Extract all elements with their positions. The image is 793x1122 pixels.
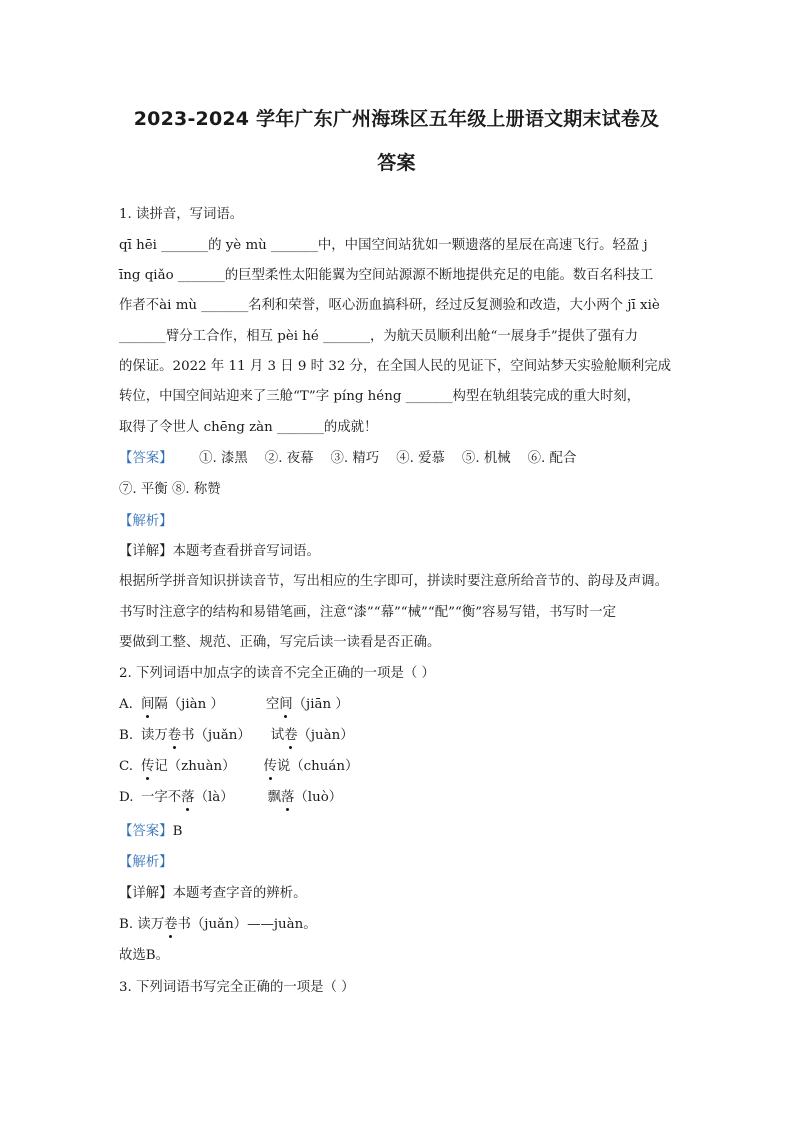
option-word-text: （jiān ） [292,697,349,712]
q2-detail [119,885,306,903]
q2-prompt: 2. 下列词语中加点字的读音不完全正确的一项是（ ） [119,666,435,681]
answer-label: 【答案】 [119,824,173,839]
q1-passage-line: 的保证。2022 年 11 月 3 日 9 时 32 分，在全国人民的见证下，空间站梦天实验舱顺利完成 [119,359,672,374]
option-word-text: 空 [265,697,280,712]
option-word-text: 一字不 [141,790,182,805]
dotted-character: 落 [281,790,295,805]
option-word-text: 书（juǎn） [181,728,251,743]
q1-passage-line: 作者不ài mù _______名利和荣誉，呕心沥血搞科研，经过反复测验和改造，大小两个 jī xiè [119,298,660,313]
q3-prompt: 3. 下列词语书写完全正确的一项是（ ） [119,980,355,995]
option-word-text: （là） [194,790,234,805]
q2-option-a [119,696,349,714]
document-title-line-2: 答案 [377,152,416,174]
q2-explanation [119,916,317,934]
q1-answer-row: ①. 漆黑 ②. 夜幕 ③. 精巧 ④. 爱慕 ⑤. 机械 ⑥. 配合 [199,451,577,466]
q2-answer-value: B [172,824,183,839]
option-word-text: 读万 [141,728,168,743]
q2-answer [119,823,182,841]
option-word-text: 隔（jiàn ） [154,697,224,712]
option-word-text: 试 [270,728,285,743]
q2-option-c [119,758,358,776]
analysis-label: 【解析】 [119,514,173,529]
option-label: B. [119,728,134,743]
option-label: A. [119,697,133,712]
q1-answer [119,450,576,468]
option-word-text: （luò） [294,790,343,805]
option-label: D. [119,790,134,805]
detail-label: 【详解】 [119,544,173,559]
q1-passage-line: _______臂分工合作，相互 pèi hé _______，为航天员顺利出舱“一展身手”提供了强有力 [119,329,639,344]
q1-explanation-line: 书写时注意字的结构和易错笔画，注意“漆”“幕”“械”“配”“衡”容易写错，书写时一定 [119,605,616,620]
q1-passage-line: qī hēi _______的 yè mù _______中，中国空间站犹如一颗遗落的星辰在高速飞行。轻盈 j [119,238,648,253]
dotted-character: 间 [279,697,293,712]
dotted-character: 传 [263,759,277,774]
option-word-text: 飘 [267,790,282,805]
option-word-text: 说（chuán） [276,759,359,774]
dotted-character: 传 [141,759,155,774]
explanation-text: 书（juǎn）——juàn。 [177,917,317,932]
explanation-text: B. 读万 [119,917,165,932]
q1-detail-text: 本题考查看拼音写词语。 [172,544,320,559]
document-title-line-1: 2023-2024 学年广东广州海珠区五年级上册语文期末试卷及 [133,108,660,130]
dotted-character: 落 [181,790,195,805]
option-label: C. [119,759,134,774]
option-word-text: 记（zhuàn） [154,759,236,774]
q1-passage-line: 转位，中国空间站迎来了三舱“T”字 píng héng _______构型在轨组装完成的重大时刻， [119,389,640,404]
q2-detail-text: 本题考查字音的辨析。 [172,886,307,901]
dotted-character: 间 [141,697,155,712]
q2-conclusion: 故选B。 [119,948,170,963]
option-word-text: （juàn） [297,728,354,743]
detail-label: 【详解】 [119,886,173,901]
q1-passage-line: īng qiǎo _______的巨型柔性太阳能翼为空间站源源不断地提供充足的电能。数百名科技工 [119,268,654,283]
answer-label: 【答案】 [119,451,173,466]
q1-answer-continued: ⑦. 平衡 ⑧. 称赞 [119,482,221,497]
q1-passage-line: 取得了令世人 chēng zàn _______的成就！ [119,420,378,435]
analysis-label: 【解析】 [119,855,173,870]
q2-option-b [119,727,354,745]
q2-option-d [119,789,342,807]
dotted-character: 卷 [164,917,178,932]
dotted-character: 卷 [167,728,182,743]
dotted-character: 卷 [284,728,298,743]
q1-prompt: 1. 读拼音，写词语。 [119,207,244,222]
q1-explanation-line: 要做到工整、规范、正确，写完后读一读看是否正确。 [119,635,441,650]
q1-explanation-line: 根据所学拼音知识拼读音节，写出相应的生字即可，拼读时要注意所给音节的、韵母及声调。 [119,574,669,589]
q1-detail [119,543,320,561]
